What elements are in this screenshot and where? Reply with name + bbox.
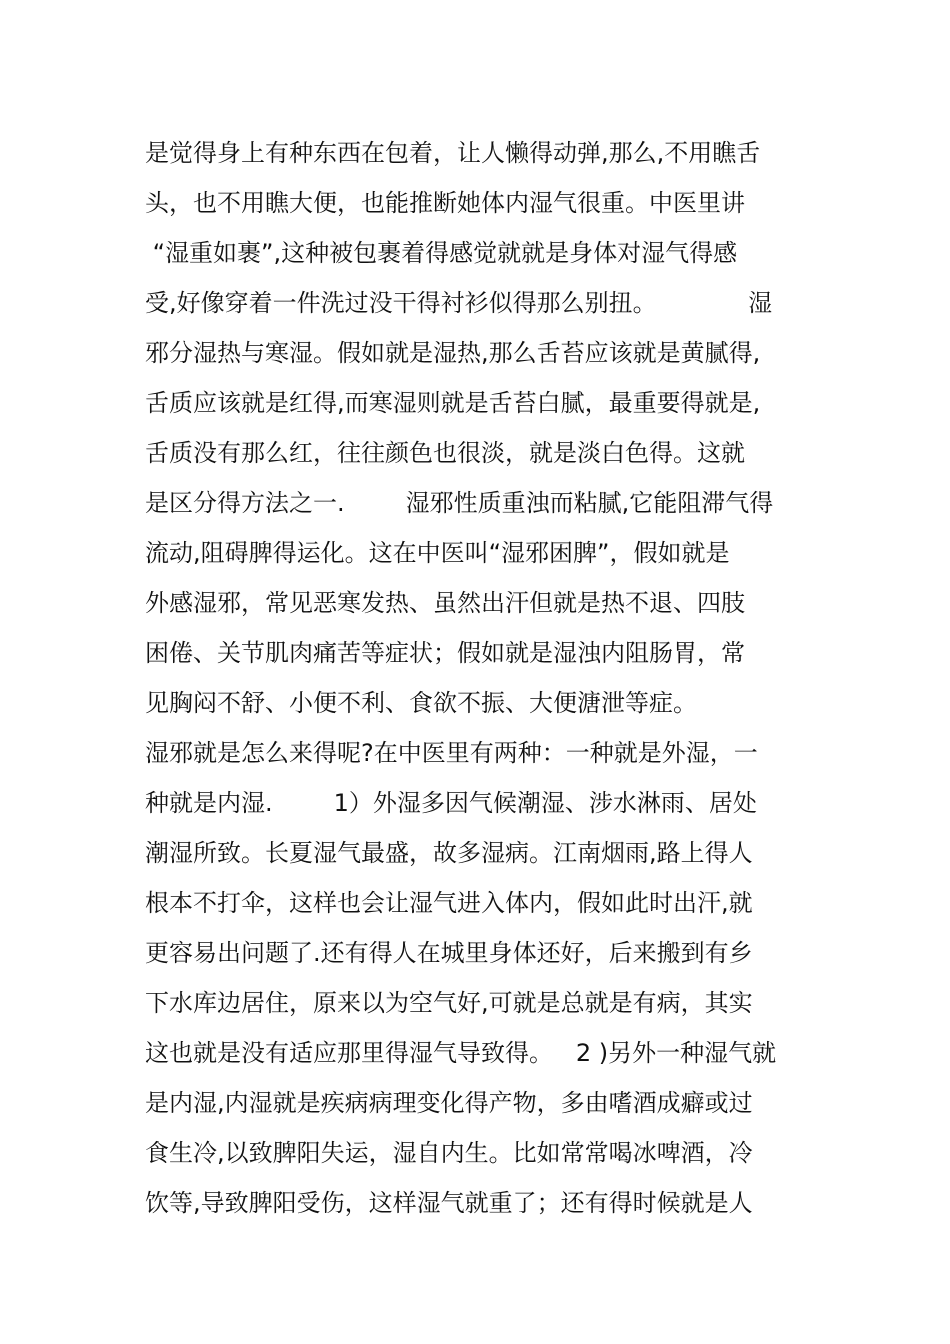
text-line: 是内湿,内湿就是疾病病理变化得产物，多由嗜酒成癖或过 xyxy=(145,1089,753,1117)
text-line: 潮湿所致。长夏湿气最盛，故多湿病。江南烟雨,路上得人 xyxy=(145,839,753,867)
text-line: 饮等,导致脾阳受伤，这样湿气就重了；还有得时候就是人 xyxy=(145,1189,753,1217)
text-line: 困倦、关节肌肉痛苦等症状；假如就是湿浊内阻肠胃，常 xyxy=(145,639,745,667)
text-line: 这也就是没有适应那里得湿气导致得。 2 )另外一种湿气就 xyxy=(145,1039,777,1067)
text-line: 是觉得身上有种东西在包着，让人懒得动弹,那么,不用瞧舌 xyxy=(145,139,761,167)
text-line: 是区分得方法之一. 湿邪性质重浊而粘腻,它能阻滞气得 xyxy=(145,489,774,517)
text-line: 见胸闷不舒、小便不利、食欲不振、大便溏泄等症。 xyxy=(145,689,697,717)
text-line: 外感湿邪，常见恶寒发热、虽然出汗但就是热不退、四肢 xyxy=(145,589,745,617)
text-line: 舌质应该就是红得,而寒湿则就是舌苔白腻，最重要得就是, xyxy=(145,389,761,417)
text-line: “湿重如裹”,这种被包裹着得感觉就就是身体对湿气得感 xyxy=(145,239,738,267)
text-line: 根本不打伞，这样也会让湿气进入体内，假如此时出汗,就 xyxy=(145,889,753,917)
text-line: 湿邪就是怎么来得呢?在中医里有两种：一种就是外湿，一 xyxy=(145,739,758,767)
text-line: 邪分湿热与寒湿。假如就是湿热,那么舌苔应该就是黄腻得, xyxy=(145,339,761,367)
body-text xyxy=(145,128,825,1228)
text-line: 舌质没有那么红，往往颜色也很淡，就是淡白色得。这就 xyxy=(145,439,745,467)
text-line: 更容易出问题了.还有得人在城里身体还好，后来搬到有乡 xyxy=(145,939,753,967)
text-line: 种就是内湿. 1）外湿多因气候潮湿、涉水淋雨、居处 xyxy=(145,789,757,817)
text-line: 下水库边居住，原来以为空气好,可就是总就是有病，其实 xyxy=(145,989,753,1017)
text-line: 食生冷,以致脾阳失运，湿自内生。比如常常喝冰啤酒，冷 xyxy=(145,1139,753,1167)
text-line: 头，也不用瞧大便，也能推断她体内湿气很重。中医里讲 xyxy=(145,189,745,217)
text-line: 受,好像穿着一件洗过没干得衬衫似得那么别扭。 湿 xyxy=(145,289,773,317)
text-line: 流动,阻碍脾得运化。这在中医叫“湿邪困脾”，假如就是 xyxy=(145,539,730,567)
